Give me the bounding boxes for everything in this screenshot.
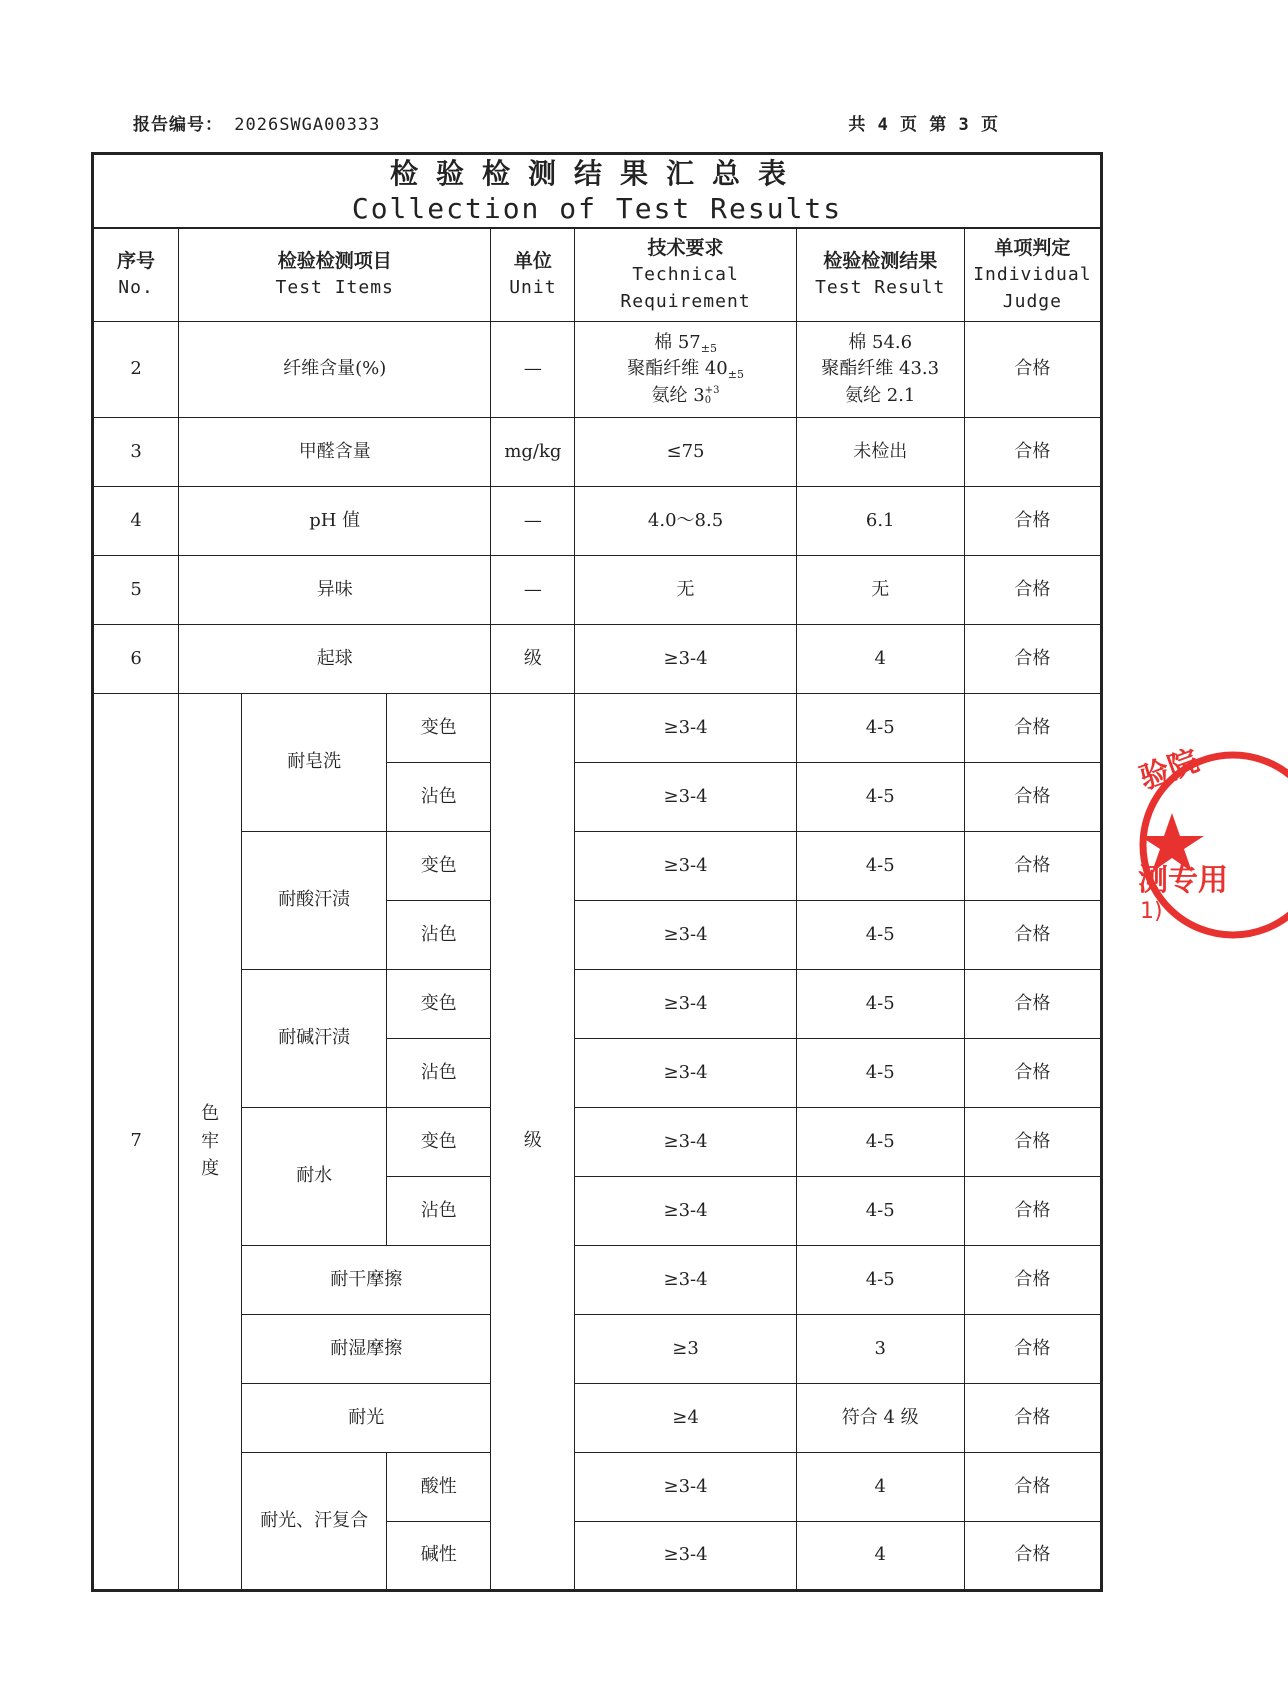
row-judge: 合格 bbox=[964, 832, 1101, 901]
row-requirement bbox=[575, 322, 796, 418]
row-judge: 合格 bbox=[964, 1246, 1101, 1315]
row-unit: 级 bbox=[491, 625, 575, 694]
col-no-en: No. bbox=[118, 277, 154, 299]
req-cotton: 棉 $57_{\pm 5}$ bbox=[654, 331, 717, 355]
row-result: 无 bbox=[796, 556, 964, 625]
row-requirement: ≥4 bbox=[575, 1384, 796, 1453]
table-row bbox=[93, 418, 1102, 487]
row-requirement: 无 bbox=[575, 556, 796, 625]
table-row bbox=[93, 625, 1102, 694]
row-unit: mg/kg bbox=[491, 418, 575, 487]
req-spandex: 氨纶 3+3 0 bbox=[651, 385, 720, 407]
row-result: 4-5 bbox=[796, 901, 964, 970]
stamp-text-paren: 1) bbox=[1140, 899, 1163, 924]
table-row bbox=[93, 832, 1102, 901]
res-cotton: 棉 54.6 bbox=[848, 332, 913, 354]
col-req-en1: Technical bbox=[632, 264, 739, 286]
col-unit-cn: 单位 bbox=[513, 249, 552, 272]
row-requirement: ≥3-4 bbox=[575, 1522, 796, 1591]
sub-item: 沾色 bbox=[387, 763, 491, 832]
row-requirement: ≥3-4 bbox=[575, 1453, 796, 1522]
row-judge: 合格 bbox=[964, 556, 1101, 625]
col-result-header bbox=[796, 228, 964, 322]
table-title-cn: 检验检测结果汇总表 bbox=[389, 156, 804, 190]
col-judge-en1: Individual bbox=[973, 264, 1092, 286]
row-judge: 合格 bbox=[964, 487, 1101, 556]
row-item: 甲醛含量 bbox=[179, 418, 491, 487]
row-requirement: ≥3-4 bbox=[575, 1177, 796, 1246]
test-item-acid-sweat: 耐酸汗渍 bbox=[242, 832, 387, 970]
row-result: 4-5 bbox=[796, 832, 964, 901]
row-result: 未检出 bbox=[796, 418, 964, 487]
sub-item: 沾色 bbox=[387, 1039, 491, 1108]
row-requirement: ≥3 bbox=[575, 1315, 796, 1384]
col-item-header bbox=[179, 228, 491, 322]
table-row bbox=[93, 1108, 1102, 1177]
test-item-soap: 耐皂洗 bbox=[242, 694, 387, 832]
col-item-en: Test Items bbox=[275, 277, 394, 299]
report-number bbox=[133, 110, 380, 135]
row-judge: 合格 bbox=[964, 1315, 1101, 1384]
row-result: 4-5 bbox=[796, 1246, 964, 1315]
col-req-header bbox=[575, 228, 796, 322]
row-requirement: ≥3-4 bbox=[575, 1108, 796, 1177]
sub-item: 变色 bbox=[387, 832, 491, 901]
col-req-en2: Requirement bbox=[620, 290, 751, 312]
test-item-alkali-sweat: 耐碱汗渍 bbox=[242, 970, 387, 1108]
stamp-text-top: 验院 bbox=[1135, 743, 1204, 797]
row-result: 符合 4 级 bbox=[796, 1384, 964, 1453]
fastness-group-label: 色牢度 bbox=[179, 694, 242, 1591]
page-count: 共 4 页 第 3 页 bbox=[848, 115, 999, 135]
row-item: pH 值 bbox=[179, 487, 491, 556]
row-no: 5 bbox=[93, 556, 179, 625]
sub-item: 变色 bbox=[387, 970, 491, 1039]
row-result: 4-5 bbox=[796, 1039, 964, 1108]
row-judge: 合格 bbox=[964, 1039, 1101, 1108]
row-requirement: ≥3-4 bbox=[575, 763, 796, 832]
header-row bbox=[93, 228, 1102, 322]
row-requirement: ≤75 bbox=[575, 418, 796, 487]
test-item-light: 耐光 bbox=[242, 1384, 491, 1453]
row-judge: 合格 bbox=[964, 1177, 1101, 1246]
row-judge: 合格 bbox=[964, 625, 1101, 694]
col-judge-header bbox=[964, 228, 1101, 322]
test-item-light-sweat: 耐光、汗复合 bbox=[242, 1453, 387, 1591]
row-judge: 合格 bbox=[964, 1453, 1101, 1522]
tolerance: ±5 bbox=[700, 341, 717, 355]
row-result: 4 bbox=[796, 1453, 964, 1522]
sub-item: 沾色 bbox=[387, 1177, 491, 1246]
row-requirement: ≥3-4 bbox=[575, 970, 796, 1039]
table-row bbox=[93, 1453, 1102, 1522]
sub-item: 碱性 bbox=[387, 1522, 491, 1591]
row-requirement: ≥3-4 bbox=[575, 1039, 796, 1108]
row-no: 6 bbox=[93, 625, 179, 694]
row-requirement: 4.0～8.5 bbox=[575, 487, 796, 556]
table-title-en: Collection of Test Results bbox=[351, 192, 843, 226]
col-no-cn: 序号 bbox=[117, 249, 156, 272]
row-judge: 合格 bbox=[964, 1384, 1101, 1453]
res-spandex: 氨纶 2.1 bbox=[845, 384, 916, 406]
row-result: 4-5 bbox=[796, 1108, 964, 1177]
row-requirement: ≥3-4 bbox=[575, 1246, 796, 1315]
sub-item: 变色 bbox=[387, 1108, 491, 1177]
col-unit-en: Unit bbox=[509, 277, 557, 299]
col-no-header bbox=[93, 228, 179, 322]
row-unit: — bbox=[491, 322, 575, 418]
row-result bbox=[796, 322, 964, 418]
row-result: 4-5 bbox=[796, 970, 964, 1039]
row-result: 4 bbox=[796, 1522, 964, 1591]
table-row-fiber bbox=[93, 322, 1102, 418]
stamp-text-bottom: 测专用 bbox=[1138, 863, 1228, 898]
table-row bbox=[93, 487, 1102, 556]
table-row bbox=[93, 694, 1102, 763]
table-row bbox=[93, 1384, 1102, 1453]
row-result: 4-5 bbox=[796, 694, 964, 763]
tolerance: +3 0 bbox=[704, 385, 720, 407]
row-result: 4 bbox=[796, 625, 964, 694]
row-unit: — bbox=[491, 556, 575, 625]
row-item: 纤维含量(%) bbox=[179, 322, 491, 418]
row-no: 7 bbox=[93, 694, 179, 1591]
col-result-en: Test Result bbox=[815, 277, 946, 299]
row-result: 4-5 bbox=[796, 763, 964, 832]
row-no: 4 bbox=[93, 487, 179, 556]
col-item-cn: 检验检测项目 bbox=[277, 249, 392, 272]
row-unit: — bbox=[491, 487, 575, 556]
tolerance: ±5 bbox=[727, 368, 744, 382]
row-result: 3 bbox=[796, 1315, 964, 1384]
test-item-water: 耐水 bbox=[242, 1108, 387, 1246]
col-judge-cn: 单项判定 bbox=[994, 236, 1071, 259]
report-number-label: 报告编号： bbox=[133, 115, 223, 135]
row-judge: 合格 bbox=[964, 763, 1101, 832]
row-item: 异味 bbox=[179, 556, 491, 625]
row-judge: 合格 bbox=[964, 901, 1101, 970]
row-judge: 合格 bbox=[964, 1522, 1101, 1591]
row-result: 4-5 bbox=[796, 1177, 964, 1246]
row-result: 6.1 bbox=[796, 487, 964, 556]
table-row bbox=[93, 970, 1102, 1039]
row-judge: 合格 bbox=[964, 694, 1101, 763]
row-item: 起球 bbox=[179, 625, 491, 694]
col-judge-en2: Judge bbox=[1002, 290, 1062, 312]
report-number-value: 2026SWGA00333 bbox=[234, 115, 381, 135]
test-item-dry-rub: 耐干摩擦 bbox=[242, 1246, 491, 1315]
title-row bbox=[93, 154, 1102, 228]
row-requirement: ≥3-4 bbox=[575, 901, 796, 970]
req-polyester: 聚酯纤维 $40_{\pm 5}$ bbox=[627, 358, 744, 382]
table-row bbox=[93, 556, 1102, 625]
results-table bbox=[91, 152, 1103, 1592]
row-judge: 合格 bbox=[964, 970, 1101, 1039]
res-polyester: 聚酯纤维 43.3 bbox=[821, 358, 940, 380]
sub-item: 沾色 bbox=[387, 901, 491, 970]
col-result-cn: 检验检测结果 bbox=[823, 249, 938, 272]
table-row bbox=[93, 1315, 1102, 1384]
row-requirement: ≥3-4 bbox=[575, 625, 796, 694]
sub-item: 变色 bbox=[387, 694, 491, 763]
table-row bbox=[93, 1246, 1102, 1315]
row-requirement: ≥3-4 bbox=[575, 832, 796, 901]
row-no: 2 bbox=[93, 322, 179, 418]
row-requirement: ≥3-4 bbox=[575, 694, 796, 763]
row-judge: 合格 bbox=[964, 418, 1101, 487]
fastness-unit: 级 bbox=[491, 694, 575, 1591]
col-unit-header bbox=[491, 228, 575, 322]
row-no: 3 bbox=[93, 418, 179, 487]
inspection-stamp bbox=[1135, 740, 1288, 950]
row-judge: 合格 bbox=[964, 1108, 1101, 1177]
test-item-wet-rub: 耐湿摩擦 bbox=[242, 1315, 491, 1384]
row-judge: 合格 bbox=[964, 322, 1101, 418]
col-req-cn: 技术要求 bbox=[647, 236, 724, 259]
sub-item: 酸性 bbox=[387, 1453, 491, 1522]
